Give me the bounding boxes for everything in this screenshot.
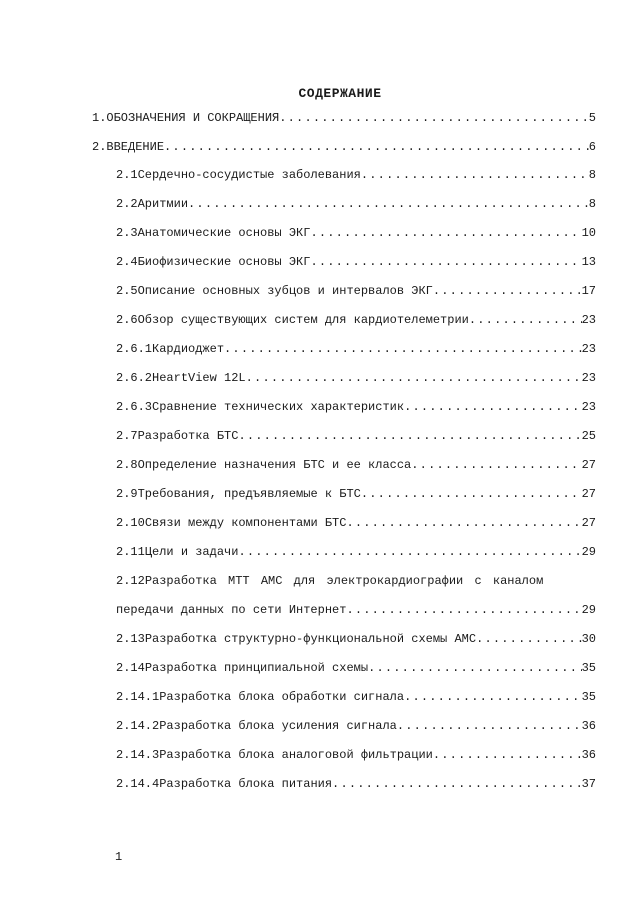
toc-entry-page: 17 [581, 284, 596, 298]
toc-entry-title: Разработка МТТ АМС для электрокардиографии с каналом [144, 574, 544, 588]
toc-entry-title: Разработка БТС [137, 429, 239, 443]
toc-entry-page: 13 [581, 255, 596, 269]
toc-entry-number: 2.14.4 [116, 777, 160, 791]
toc-entry-title: Разработка блока усиления сигнала [159, 719, 397, 733]
toc-entry[interactable] [116, 254, 596, 270]
toc-entry-number: 2.9 [116, 487, 138, 501]
toc-entry-title: Разработка принципиальной схемы [144, 661, 369, 675]
toc-leader-dots [310, 225, 581, 241]
toc-entry-page: 10 [581, 226, 596, 240]
toc-entry-page: 37 [581, 777, 596, 791]
toc-entry[interactable] [116, 167, 596, 183]
toc-entry-number: 2.7 [116, 429, 138, 443]
toc-entry[interactable] [92, 110, 596, 126]
toc-leader-dots [404, 399, 582, 415]
toc-entry-title: HeartView 12L [152, 371, 246, 385]
toc-entry-page: 35 [581, 690, 596, 704]
toc-entry[interactable] [116, 747, 596, 763]
toc-entry[interactable] [116, 573, 596, 618]
toc-title: СОДЕРЖАНИЕ [298, 86, 382, 101]
toc-entry-page: 6 [588, 140, 596, 154]
toc-entry-number: 2.10 [116, 516, 145, 530]
toc-entry-number: 2. [92, 140, 107, 154]
page-number: 1 [115, 850, 123, 864]
toc-entry-title: Сравнение технических характеристик [152, 400, 405, 414]
toc-entry-page: 23 [581, 313, 596, 327]
toc-entry-number: 2.6.2 [116, 371, 153, 385]
toc-entry-title: Аритмии [137, 197, 189, 211]
toc-entry-number: 2.14.2 [116, 719, 160, 733]
toc-entry-page: 8 [588, 197, 596, 211]
toc-entry-title: Обзор существующих систем для кардиотелеметрии [137, 313, 469, 327]
toc-entry[interactable] [116, 283, 596, 299]
toc-entry-number: 2.3 [116, 226, 138, 240]
toc-entry[interactable] [116, 486, 596, 502]
toc-entry-number: 2.2 [116, 197, 138, 211]
toc-entry-title: Описание основных зубцов и интервалов ЭКГ [137, 284, 433, 298]
toc-entry-title: Цели и задачи [144, 545, 239, 559]
toc-leader-dots [397, 718, 582, 734]
toc-entry-page: 27 [581, 458, 596, 472]
toc-entry[interactable] [116, 631, 596, 647]
toc-entry-number: 2.6 [116, 313, 138, 327]
toc-leader-dots [346, 515, 581, 531]
toc-entry-page: 27 [581, 487, 596, 501]
toc-entry-number: 2.5 [116, 284, 138, 298]
toc-leader-dots [332, 776, 582, 792]
toc-leader-dots [476, 631, 582, 647]
toc-entry[interactable] [116, 515, 596, 531]
toc-entry-number: 2.14.3 [116, 748, 160, 762]
toc-entry[interactable] [116, 225, 596, 241]
toc-leader-dots [469, 312, 582, 328]
toc-entry-title: Сердечно-сосудистые заболевания [137, 168, 361, 182]
toc-entry-number: 2.12 [116, 574, 145, 588]
toc-entry-page: 23 [581, 400, 596, 414]
toc-entry-number: 1. [92, 111, 107, 125]
toc-entry-page: 27 [581, 516, 596, 530]
toc-entry[interactable] [116, 660, 596, 676]
toc-entry-number: 2.1 [116, 168, 138, 182]
toc-leader-dots [238, 428, 581, 444]
toc-entry-number: 2.13 [116, 632, 145, 646]
toc-entry[interactable] [116, 428, 596, 444]
toc-entry[interactable] [116, 196, 596, 212]
toc-entry[interactable] [116, 312, 596, 328]
toc-leader-dots [188, 196, 589, 212]
toc-leader-dots [310, 254, 581, 270]
toc-leader-dots [279, 110, 589, 126]
toc-entry-title: ВВЕДЕНИЕ [106, 140, 165, 154]
toc-entry-title: Анатомические основы ЭКГ [137, 226, 311, 240]
toc-entry-page: 23 [581, 371, 596, 385]
toc-entry[interactable] [92, 139, 596, 155]
toc-entry-title: Связи между компонентами БТС [144, 516, 347, 530]
toc-entry-page: 25 [581, 429, 596, 443]
toc-entry-title: Кардиоджет [152, 342, 225, 356]
toc-leader-dots [433, 747, 582, 763]
toc-leader-dots [404, 689, 582, 705]
toc-entry-page: 8 [588, 168, 596, 182]
toc-entry-title: Разработка блока обработки сигнала [159, 690, 405, 704]
toc-entry-page: 36 [581, 719, 596, 733]
toc-entry-title: Разработка блока аналоговой фильтрации [159, 748, 433, 762]
toc-entry[interactable] [116, 399, 596, 415]
toc-entry-title: Разработка блока питания [159, 777, 333, 791]
toc-entry-page: 30 [581, 632, 596, 646]
toc-entry[interactable] [116, 370, 596, 386]
toc-entry[interactable] [116, 457, 596, 473]
toc-entry-page: 23 [581, 342, 596, 356]
toc-entry-title: Биофизические основы ЭКГ [137, 255, 311, 269]
toc-entry-second-line [116, 602, 596, 618]
toc-entry-title: Разработка структурно-функциональной схемы АМС [144, 632, 477, 646]
toc-leader-dots [164, 139, 589, 155]
toc-leader-dots [238, 544, 581, 560]
toc-entry[interactable] [116, 776, 596, 792]
toc-entry[interactable] [116, 689, 596, 705]
toc-entry-page: 5 [588, 111, 596, 125]
toc-entry-page: 35 [581, 661, 596, 675]
toc-entry-number: 2.14.1 [116, 690, 160, 704]
toc-leader-dots [224, 341, 582, 357]
toc-entry-number: 2.6.3 [116, 400, 153, 414]
toc-entry-number: 2.6.1 [116, 342, 153, 356]
toc-entry-first-line [116, 573, 596, 589]
toc-leader-dots [368, 660, 582, 676]
toc-entry-number: 2.14 [116, 661, 145, 675]
toc-entry[interactable] [116, 341, 596, 357]
toc-entry-page: 36 [581, 748, 596, 762]
toc-leader-dots [433, 283, 582, 299]
toc-entry-heading [116, 573, 543, 589]
toc-entry-title: Требования, предъявляемые к БТС [137, 487, 361, 501]
toc-entry-page: 29 [581, 545, 596, 559]
toc-entry-title-continuation: передачи данных по сети Интернет [116, 603, 347, 617]
toc-leader-dots [411, 457, 581, 473]
toc-entry-title: ОБОЗНАЧЕНИЯ И СОКРАЩЕНИЯ [106, 111, 280, 125]
toc-leader-dots [246, 370, 582, 386]
toc-leader-dots [361, 167, 589, 183]
toc-entry-number: 2.11 [116, 545, 145, 559]
toc-entry[interactable] [116, 544, 596, 560]
toc-entry-page: 29 [581, 603, 596, 617]
toc-leader-dots [361, 486, 582, 502]
toc-entry-number: 2.8 [116, 458, 138, 472]
toc-leader-dots [346, 602, 581, 618]
toc-entry-title: Определение назначения БТС и ее класса [137, 458, 412, 472]
toc-entry-number: 2.4 [116, 255, 138, 269]
toc-entry[interactable] [116, 718, 596, 734]
